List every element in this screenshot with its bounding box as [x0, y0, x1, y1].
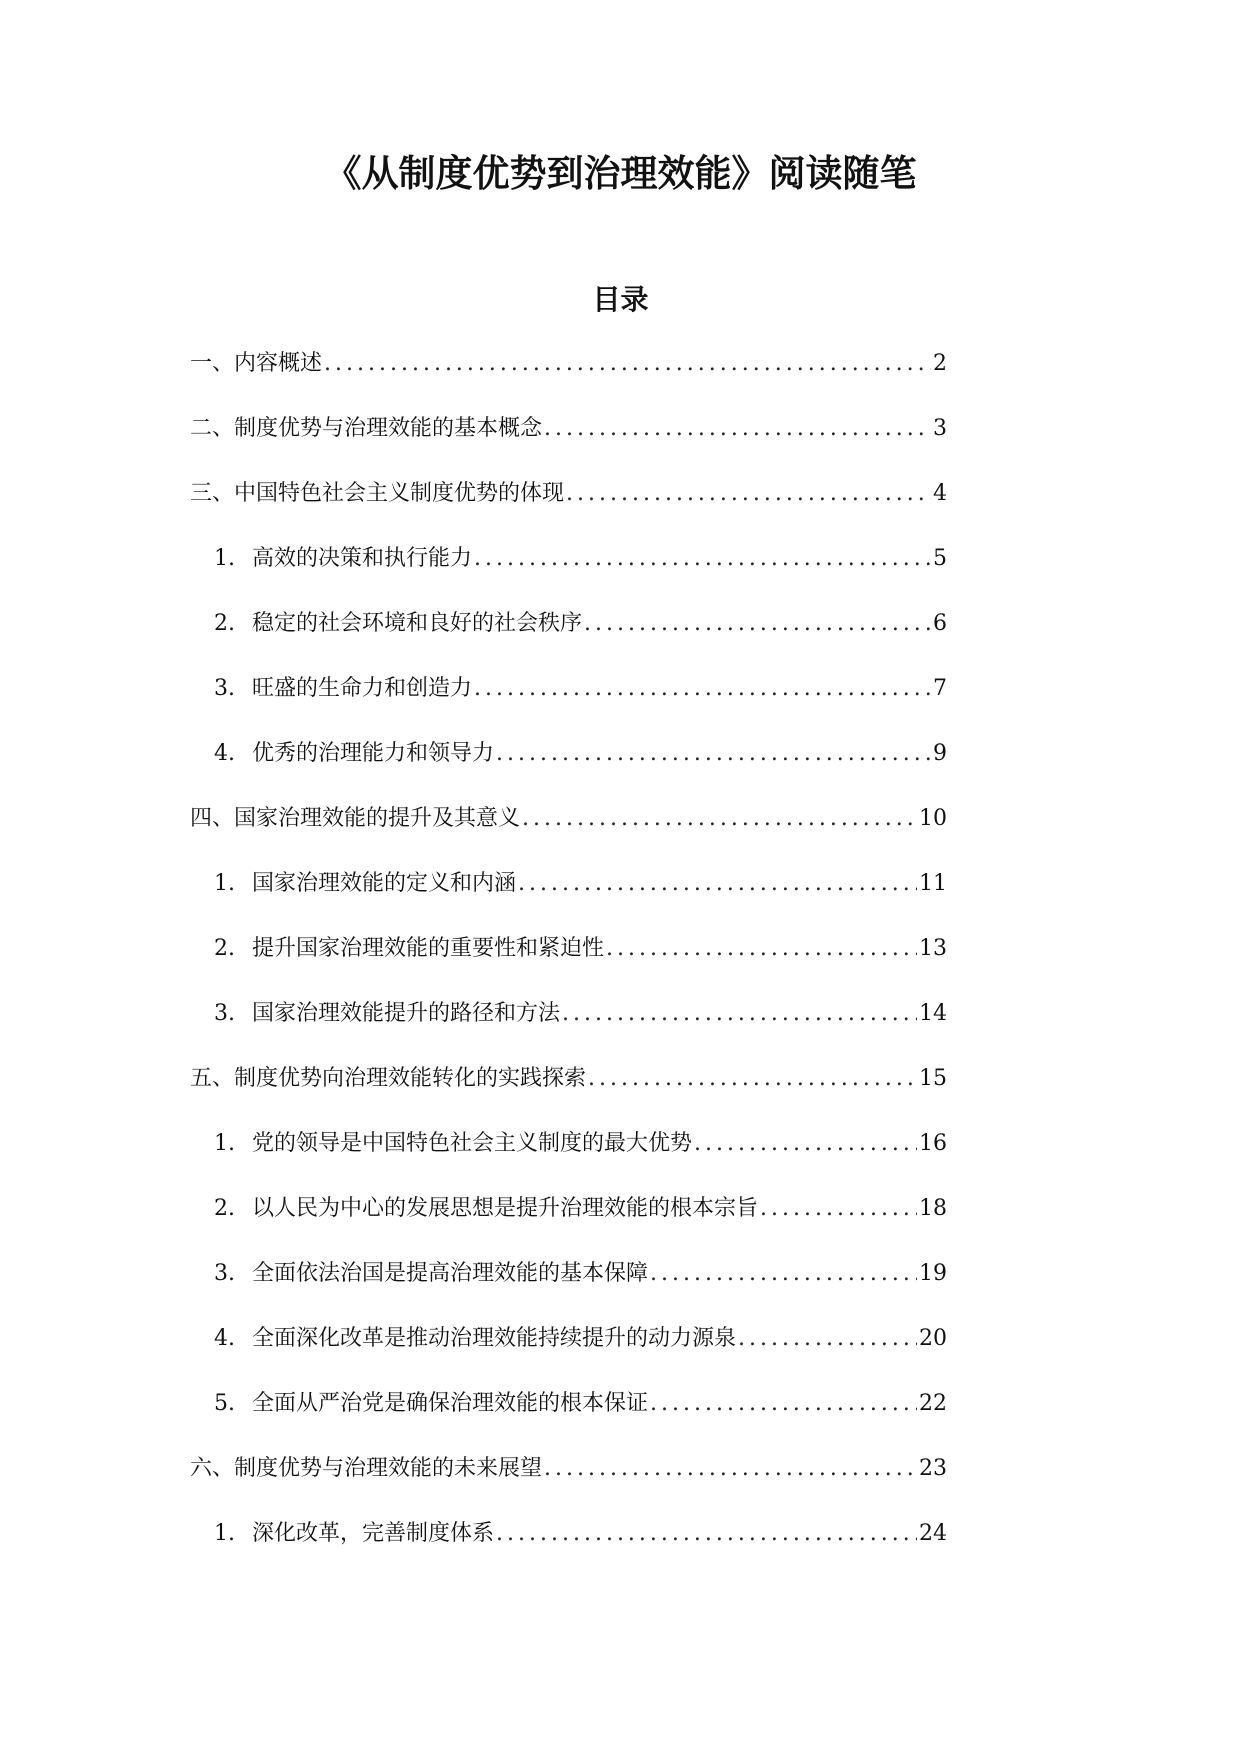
toc-page-number: 6 [933, 611, 947, 636]
toc-entry[interactable] [214, 737, 947, 771]
toc-entry[interactable] [214, 607, 947, 641]
toc-dot-leader [562, 997, 917, 1031]
toc-dot-leader [650, 1257, 917, 1291]
toc-dot-leader [606, 932, 917, 966]
toc-entry-text: 五、制度优势向治理效能转化的实践探索 [190, 1066, 587, 1091]
toc-entry[interactable] [214, 1387, 947, 1421]
toc-dot-leader [518, 867, 917, 901]
toc-dot-leader [694, 1127, 917, 1161]
toc-entry-number: 1. [214, 871, 235, 896]
toc-entry-number: 3. [214, 1261, 235, 1286]
toc-entry[interactable] [190, 477, 947, 511]
toc-entry-text: 一、内容概述 [190, 351, 323, 376]
toc-page-number: 18 [919, 1196, 947, 1221]
toc-entry-text: 全面从严治党是确保治理效能的根本保证 [252, 1391, 649, 1416]
toc-entry[interactable] [214, 1322, 947, 1356]
toc-entry[interactable] [214, 867, 947, 901]
toc-dot-leader [324, 347, 931, 381]
toc-entry-number: 2. [214, 1196, 235, 1221]
toc-entry-number: 1. [214, 1521, 235, 1546]
toc-entry[interactable] [214, 542, 947, 576]
toc-page-number: 5 [933, 546, 947, 571]
toc-dot-leader [496, 737, 931, 771]
toc-entry-text: 旺盛的生命力和创造力 [252, 676, 473, 701]
toc-page-number: 22 [919, 1391, 947, 1416]
toc-entry[interactable] [214, 1257, 947, 1291]
toc-dot-leader [566, 477, 931, 511]
toc-page-number: 20 [919, 1326, 947, 1351]
toc-dot-leader [522, 802, 917, 836]
toc-entry-text: 深化改革，完善制度体系 [252, 1521, 495, 1546]
toc-dot-leader [544, 412, 931, 446]
toc-dot-leader [760, 1192, 917, 1226]
toc-page-number: 2 [933, 351, 947, 376]
document-title: 《从制度优势到治理效能》阅读随笔 [324, 152, 917, 195]
toc-entry-number: 2. [214, 611, 235, 636]
toc-entry-text: 国家治理效能的定义和内涵 [252, 871, 517, 896]
toc-entry[interactable] [214, 932, 947, 966]
toc-entry-number: 5. [214, 1391, 235, 1416]
toc-entry[interactable] [214, 1127, 947, 1161]
toc-entry[interactable] [190, 1062, 947, 1096]
toc-dot-leader [496, 1517, 917, 1551]
toc-entry-text: 高效的决策和执行能力 [252, 546, 473, 571]
toc-entry-number: 1. [214, 1131, 235, 1156]
toc-dot-leader [650, 1387, 917, 1421]
toc-entry-text: 优秀的治理能力和领导力 [252, 741, 495, 766]
toc-entry-text: 二、制度优势与治理效能的基本概念 [190, 416, 543, 441]
toc-page-number: 13 [919, 936, 947, 961]
toc-dot-leader [474, 542, 931, 576]
toc-entry-text: 全面深化改革是推动治理效能持续提升的动力源泉 [252, 1326, 737, 1351]
toc-entry-number: 3. [214, 676, 235, 701]
toc-entry-number: 3. [214, 1001, 235, 1026]
toc-entry-text: 稳定的社会环境和良好的社会秩序 [252, 611, 583, 636]
toc-page-number: 15 [919, 1066, 947, 1091]
toc-dot-leader [584, 607, 931, 641]
toc-page-number: 23 [919, 1456, 947, 1481]
toc-entry[interactable] [214, 672, 947, 706]
toc-entry[interactable] [190, 412, 947, 446]
toc-entry[interactable] [190, 802, 947, 836]
toc-entry-text: 党的领导是中国特色社会主义制度的最大优势 [252, 1131, 693, 1156]
toc-entry-text: 三、中国特色社会主义制度优势的体现 [190, 481, 565, 506]
toc-entry[interactable] [190, 1452, 947, 1486]
toc-entry-number: 2. [214, 936, 235, 961]
toc-entry-number: 4. [214, 1326, 235, 1351]
toc-page-number: 3 [933, 416, 947, 441]
toc-page-number: 16 [919, 1131, 947, 1156]
toc-page-number: 10 [919, 806, 947, 831]
toc-entry-number: 4. [214, 741, 235, 766]
toc-dot-leader [738, 1322, 917, 1356]
toc-page-number: 9 [933, 741, 947, 766]
toc-entry-text: 提升国家治理效能的重要性和紧迫性 [252, 936, 605, 961]
toc-entry[interactable] [190, 347, 947, 381]
toc-entry-text: 国家治理效能提升的路径和方法 [252, 1001, 561, 1026]
toc-dot-leader [474, 672, 931, 706]
toc-entry-text: 以人民为中心的发展思想是提升治理效能的根本宗旨 [252, 1196, 759, 1221]
toc-dot-leader [588, 1062, 917, 1096]
toc-page-number: 4 [933, 481, 947, 506]
toc-entry[interactable] [214, 997, 947, 1031]
toc-page-number: 14 [919, 1001, 947, 1026]
toc-page-number: 11 [919, 871, 947, 896]
toc-heading: 目录 [592, 283, 649, 316]
toc-entry-text: 全面依法治国是提高治理效能的基本保障 [252, 1261, 649, 1286]
toc-entry-number: 1. [214, 546, 235, 571]
toc-page-number: 24 [919, 1521, 947, 1546]
toc-entry[interactable] [214, 1517, 947, 1551]
toc-page-number: 19 [919, 1261, 947, 1286]
toc-entry-text: 四、国家治理效能的提升及其意义 [190, 806, 521, 831]
toc-entry[interactable] [214, 1192, 947, 1226]
toc-entry-text: 六、制度优势与治理效能的未来展望 [190, 1456, 543, 1481]
toc-page-number: 7 [933, 676, 947, 701]
toc-dot-leader [544, 1452, 917, 1486]
